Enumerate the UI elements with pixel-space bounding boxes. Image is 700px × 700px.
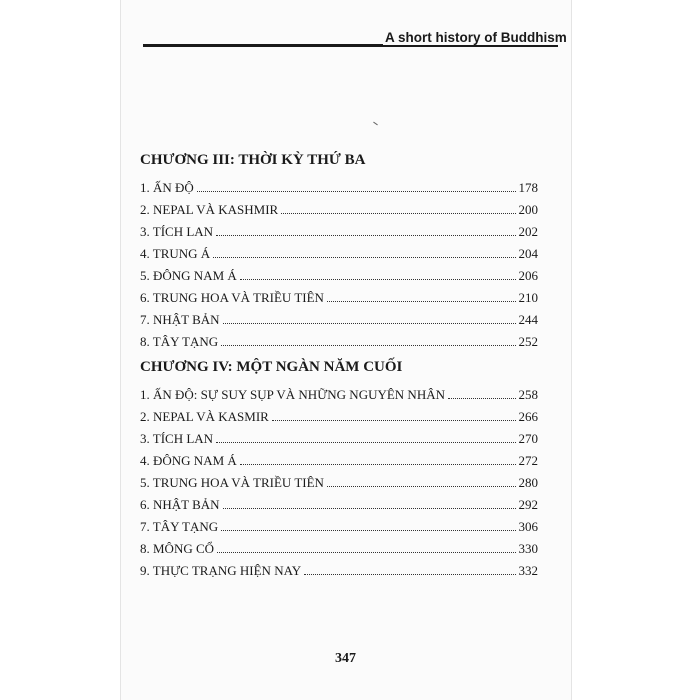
toc-entry — [140, 176, 538, 196]
leader-dots — [240, 278, 516, 280]
toc-entry-page: 330 — [518, 541, 538, 556]
running-head-title: A short history of Buddhism — [385, 30, 567, 45]
toc-entry-label: 3. TÍCH LAN — [140, 431, 214, 446]
toc-entry — [140, 330, 538, 350]
toc-entry-label: 6. NHẬT BẢN — [140, 497, 220, 512]
toc-entry — [140, 198, 538, 218]
toc-entry-label: 1. ẤN ĐỘ — [140, 180, 194, 195]
toc-entry-page: 272 — [518, 453, 538, 468]
toc-entry-page: 332 — [518, 563, 538, 578]
toc-entry — [140, 264, 538, 284]
toc-entry — [140, 242, 538, 262]
toc-entry — [140, 286, 538, 306]
toc-entry — [140, 220, 538, 240]
toc-entry-page: 292 — [518, 497, 538, 512]
page-number: 347 — [335, 651, 356, 666]
toc-entry-label: 7. TÂY TẠNG — [140, 519, 219, 534]
toc-entry-label: 2. NEPAL VÀ KASMIR — [140, 409, 269, 424]
toc-entry-page: 252 — [518, 334, 538, 349]
toc-entry-page: 200 — [518, 202, 538, 217]
leader-dots — [327, 300, 516, 302]
chapter-title-4: CHƯƠNG IV: MỘT NGÀN NĂM CUỐI — [140, 359, 403, 375]
leader-dots — [327, 485, 516, 487]
leader-dots — [213, 256, 515, 258]
toc-entry-label: 5. ĐÔNG NAM Á — [140, 268, 237, 283]
leader-dots — [216, 441, 515, 443]
toc-entry — [140, 308, 538, 328]
leader-dots — [448, 397, 516, 399]
toc-entry — [140, 427, 538, 447]
toc-entry-page: 266 — [518, 409, 538, 424]
toc-entry-label: 6. TRUNG HOA VÀ TRIỀU TIÊN — [140, 290, 324, 305]
chapter-title-3: CHƯƠNG III: THỜI KỲ THỨ BA — [140, 152, 366, 168]
toc-entry-page: 202 — [518, 224, 538, 239]
leader-dots — [281, 212, 515, 214]
toc-entry-page: 258 — [518, 387, 538, 402]
leader-dots — [221, 529, 515, 531]
toc-entry-label: 9. THỰC TRẠNG HIỆN NAY — [140, 563, 302, 578]
toc-entry — [140, 449, 538, 469]
toc-entry-label: 4. TRUNG Á — [140, 246, 211, 261]
toc-entry — [140, 537, 538, 557]
toc-entry-page: 306 — [518, 519, 538, 534]
toc-entry — [140, 493, 538, 513]
toc-entry-page: 210 — [518, 290, 538, 305]
toc-entry-label: 8. TÂY TẠNG — [140, 334, 219, 349]
leader-dots — [272, 419, 516, 421]
toc-entry — [140, 383, 538, 403]
header-rule — [143, 45, 558, 47]
toc-entry-label: 5. TRUNG HOA VÀ TRIỀU TIÊN — [140, 475, 324, 490]
toc-entry-label: 1. ẤN ĐỘ: SỰ SUY SỤP VÀ NHỮNG NGUYÊN NHÂN — [140, 387, 445, 402]
leader-dots — [221, 344, 515, 346]
toc-entry-page: 204 — [518, 246, 538, 261]
toc-entry-page: 178 — [518, 180, 538, 195]
toc-entry-label: 2. NEPAL VÀ KASHMIR — [140, 202, 279, 217]
toc-entry — [140, 405, 538, 425]
toc-entry — [140, 471, 538, 491]
leader-dots — [240, 463, 516, 465]
leader-dots — [216, 234, 515, 236]
toc-entry-label: 8. MÔNG CỔ — [140, 541, 215, 556]
toc-entry-page: 280 — [518, 475, 538, 490]
toc-entry-label: 3. TÍCH LAN — [140, 224, 214, 239]
toc-entry-label: 7. NHẬT BẢN — [140, 312, 220, 327]
toc-entry-label: 4. ĐÔNG NAM Á — [140, 453, 237, 468]
leader-dots — [217, 551, 515, 553]
leader-dots — [197, 190, 516, 192]
toc-entry-page: 244 — [518, 312, 538, 327]
book-page — [120, 0, 572, 700]
leader-dots — [223, 322, 516, 324]
toc-entry-page: 206 — [518, 268, 538, 283]
leader-dots — [223, 507, 516, 509]
toc-entry-page: 270 — [518, 431, 538, 446]
toc-entry — [140, 515, 538, 535]
leader-dots — [304, 573, 515, 575]
toc-entry — [140, 559, 538, 579]
